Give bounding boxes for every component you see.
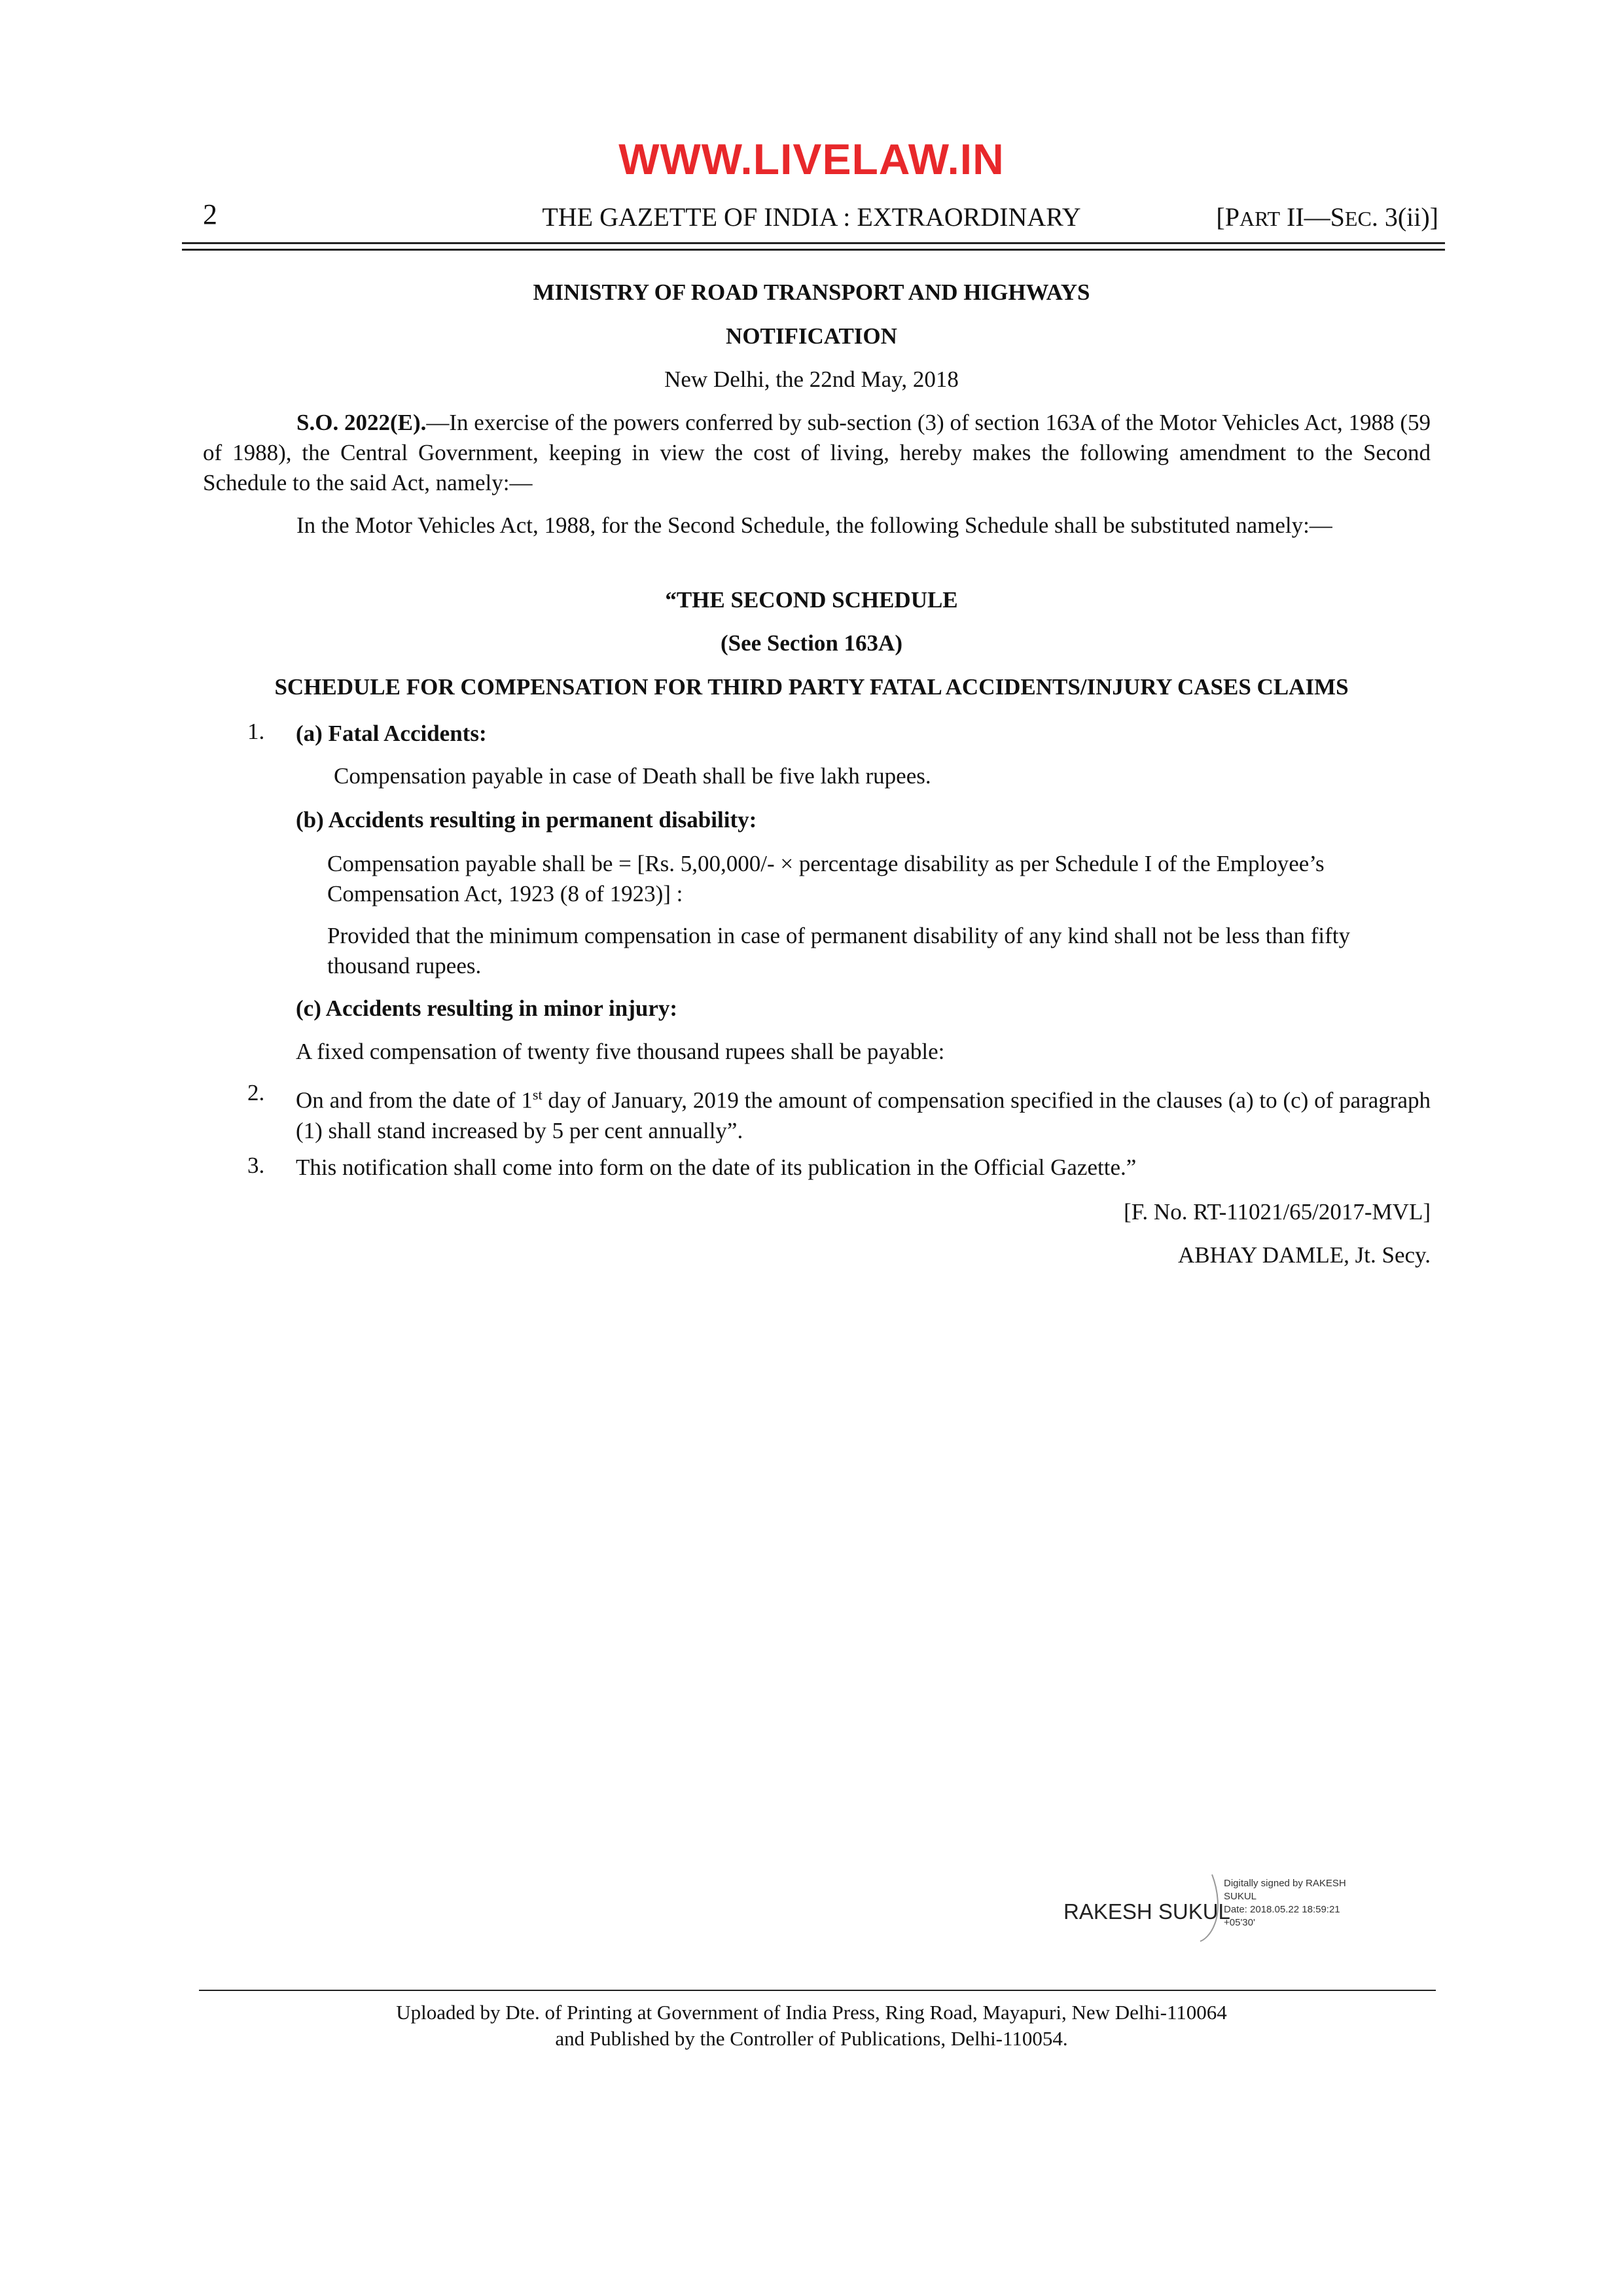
so-number: S.O. 2022(E). bbox=[296, 410, 427, 435]
part-section-label: [PART II—SEC. 3(ii)] bbox=[1216, 202, 1438, 232]
schedule-title: “THE SECOND SCHEDULE bbox=[665, 587, 958, 613]
dateline: New Delhi, the 22nd May, 2018 bbox=[664, 367, 959, 392]
signature-details: Digitally signed by RAKESH SUKUL Date: 2018.05.22 18:59:21 +05'30' bbox=[1224, 1878, 1346, 1928]
preamble-paragraph: S.O. 2022(E).—In exercise of the powers conferred by sub-section (3) of section 163A of the Motor Vehicles Act, 1988 (59 of 1988), the Central Government, keeping in view the cost of living, hereby makes the following amendment to the Second Schedule to the said Act, namely:— bbox=[203, 410, 1431, 495]
item-3-number: 3. bbox=[247, 1153, 265, 1178]
footer-text bbox=[0, 2000, 1623, 2052]
schedule-reference: (See Section 163A) bbox=[720, 630, 902, 656]
header-rule-thin bbox=[182, 242, 1445, 244]
minor-injury-heading: (c) Accidents resulting in minor injury: bbox=[296, 996, 678, 1021]
signatory: ABHAY DAMLE, Jt. Secy. bbox=[1178, 1242, 1431, 1268]
schedule-heading: SCHEDULE FOR COMPENSATION FOR THIRD PARTY FATAL ACCIDENTS/INJURY CASES CLAIMS bbox=[274, 674, 1349, 700]
item-2-number: 2. bbox=[247, 1080, 265, 1105]
permanent-disability-heading: (b) Accidents resulting in permanent disability: bbox=[296, 807, 757, 833]
item-2-text: On and from the date of 1st day of January, 2019 the amount of compensation specified in the clauses (a) to (c) of paragraph (1) shall stand increased by 5 per cent annually”. bbox=[296, 1086, 1431, 1143]
substitution-paragraph: In the Motor Vehicles Act, 1988, for the Second Schedule, the following Schedule shall be substituted namely:— bbox=[296, 512, 1332, 538]
signature-stroke-icon bbox=[1198, 1872, 1224, 1944]
page-number: 2 bbox=[203, 198, 217, 230]
signer-name: RAKESH SUKUL bbox=[1063, 1899, 1230, 1924]
footer-line-2: and Published by the Controller of Publications, Delhi-110054. bbox=[555, 2027, 1068, 2050]
footer-line-1: Uploaded by Dte. of Printing at Government of India Press, Ring Road, Mayapuri, New Delhi-110064 bbox=[396, 2001, 1227, 2024]
notification-heading: NOTIFICATION bbox=[726, 323, 897, 349]
gazette-title: THE GAZETTE OF INDIA : EXTRAORDINARY bbox=[542, 202, 1081, 232]
item-1-number: 1. bbox=[247, 719, 265, 744]
file-number: [F. No. RT-11021/65/2017-MVL] bbox=[1124, 1199, 1431, 1225]
permanent-disability-proviso: Provided that the minimum compensation in case of permanent disability of any kind shall not be less than fifty thousand rupees. bbox=[327, 923, 1351, 978]
digital-signature bbox=[1063, 1872, 1391, 1950]
permanent-disability-text: Compensation payable shall be = [Rs. 5,00,000/- × percentage disability as per Schedule I of the Employee’s Compensation Act, 1923 (8 of 1923)] : bbox=[327, 851, 1325, 906]
ministry-heading: MINISTRY OF ROAD TRANSPORT AND HIGHWAYS bbox=[533, 279, 1090, 305]
minor-injury-text: A fixed compensation of twenty five thousand rupees shall be payable: bbox=[296, 1039, 945, 1064]
fatal-accidents-heading: (a) Fatal Accidents: bbox=[296, 721, 487, 746]
livelaw-watermark: WWW.LIVELAW.IN bbox=[618, 135, 1005, 183]
footer-rule bbox=[199, 1990, 1436, 1991]
header-rule-thick bbox=[182, 249, 1445, 251]
fatal-accidents-text: Compensation payable in case of Death shall be five lakh rupees. bbox=[334, 763, 931, 789]
item-3-text: This notification shall come into form on the date of its publication in the Official Gazette.” bbox=[296, 1155, 1137, 1180]
